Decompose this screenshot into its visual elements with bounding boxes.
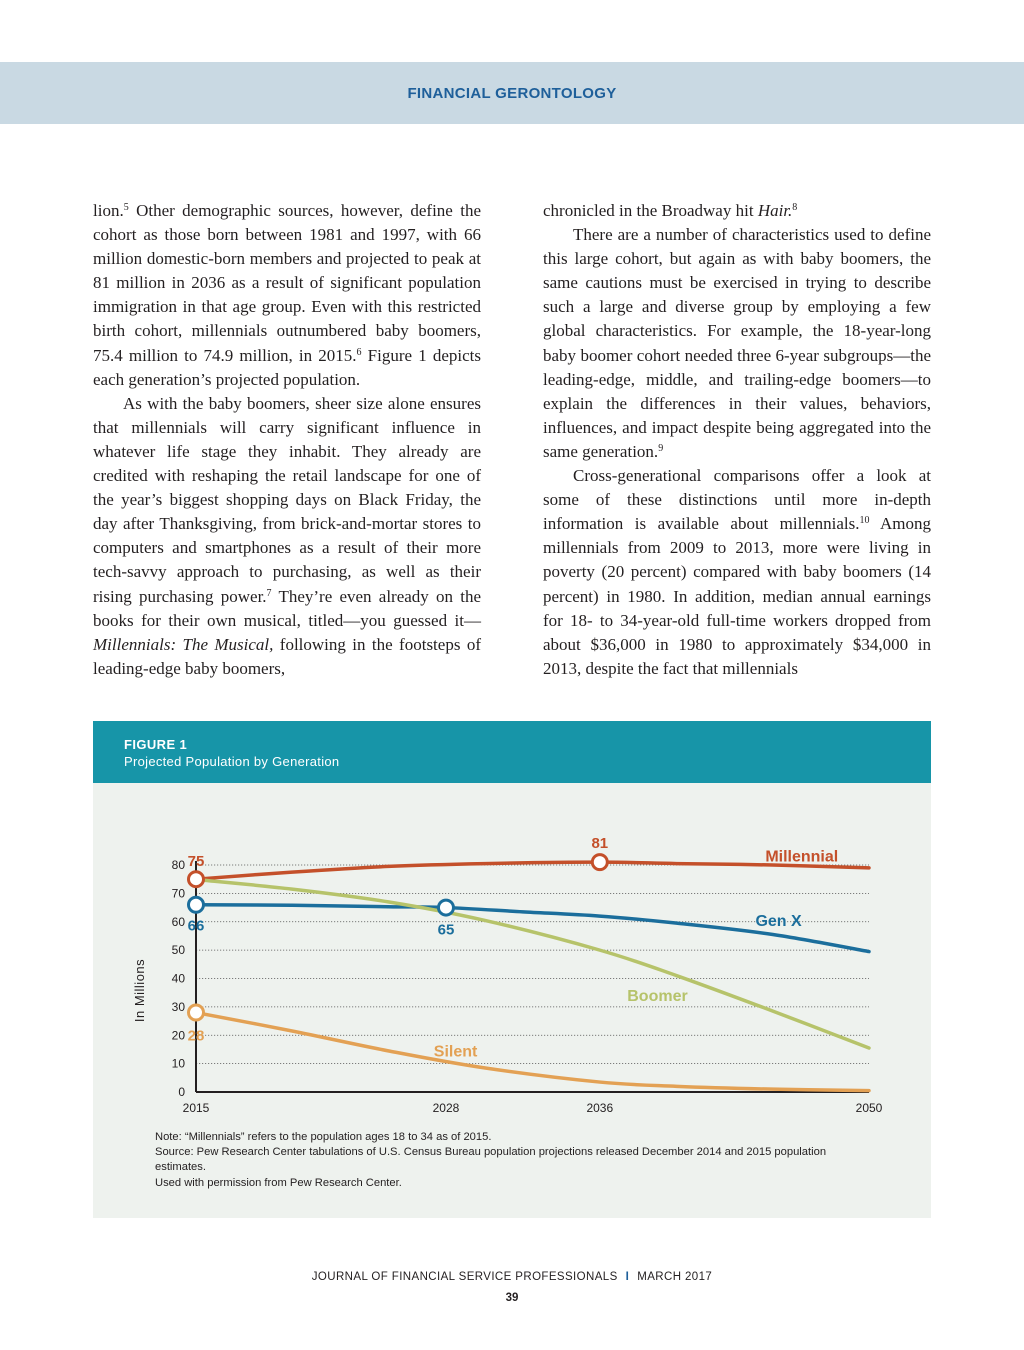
footnote-ref: 5 [123, 202, 129, 213]
issue-date: MARCH 2017 [637, 1271, 713, 1283]
y-tick-label: 70 [171, 886, 185, 901]
data-label: 75 [187, 853, 205, 871]
right-column [543, 199, 931, 681]
y-tick-label: 60 [171, 914, 185, 929]
series-label: Gen X [755, 913, 802, 931]
x-tick-label: 2050 [855, 1101, 883, 1115]
footnote-ref: 10 [859, 515, 870, 527]
y-tick-label: 30 [171, 999, 185, 1014]
right-paragraph-3: Cross-generational comparisons offer a look at some of these distinctions until more in-depth information is available about millennials.$^{10}$ Among millennials from 2009 to 2013, more were living in poverty (20 percent) compared with baby boomers (14 percent) in 1980. In addition, median annual earnings for 18- to 34-year-old full-time workers dropped from about $36,000 in 1980 to approximately $34,000 in 2013, despite the fact that millennials [543, 466, 931, 678]
footer [0, 1271, 1024, 1283]
y-tick-label: 10 [171, 1056, 185, 1071]
figure-1 [93, 721, 931, 1218]
data-label: 66 [187, 917, 205, 935]
data-point-marker [189, 1005, 204, 1020]
footnote-ref: 6 [356, 346, 362, 358]
footnote-ref: 8 [792, 202, 798, 213]
x-tick-label: 2036 [586, 1101, 614, 1115]
series-label: Boomer [627, 988, 688, 1006]
left-column [93, 199, 481, 681]
y-tick-label: 40 [171, 971, 185, 986]
hair-title: Hair. [757, 201, 793, 220]
footnote-ref: 9 [658, 442, 664, 454]
data-label: 28 [187, 1027, 205, 1045]
y-axis-title: In Millions [132, 958, 147, 1023]
data-point-marker [592, 855, 607, 870]
running-head: FINANCIAL GERONTOLOGY [407, 85, 617, 102]
page-number: 39 [505, 1292, 519, 1304]
figure-caption: Projected Population by Generation [124, 754, 340, 769]
figure-source: Source: Pew Research Center tabulations of U.S. Census Bureau population projections released December 2014 and 2015 population estimates. [155, 1146, 827, 1174]
data-label: 65 [437, 921, 455, 939]
series-label: Silent [433, 1043, 478, 1061]
series-line-silent [196, 1013, 869, 1091]
left-paragraph-1: lion.$^5$ Other demographic sources, however, define the cohort as those born between 1981 and 1997, with 66 million domestic-born members and projected to peak at 81 million in 2036 as a result of significant population immigration in that age group. Even with this restricted birth cohort, millennials outnumbered baby boomers, 75.4 million to 74.9 million, in 2015.$^6$ Figure 1 depicts each generation’s projected population. [93, 201, 481, 389]
figure-permission: Used with permission from Pew Research Center. [155, 1176, 402, 1189]
figure-label: FIGURE 1 [124, 737, 188, 752]
footer-separator: I [625, 1271, 630, 1283]
figure-notes [155, 1130, 875, 1191]
x-tick-label: 2015 [182, 1101, 210, 1115]
journal-name: JOURNAL OF FINANCIAL SERVICE PROFESSIONALS [311, 1271, 618, 1283]
figure-note: Note: “Millennials” refers to the population ages 18 to 34 as of 2015. [155, 1131, 492, 1143]
footnote-ref: 7 [266, 587, 272, 599]
data-point-marker [189, 872, 204, 887]
right-paragraph-1: chronicled in the Broadway hit Hair.$^8$ [543, 201, 798, 220]
y-tick-label: 80 [171, 858, 185, 872]
data-point-marker [189, 897, 204, 912]
left-paragraph-2: As with the baby boomers, sheer size alone ensures that millennials will carry significant influence in whatever life stage they inhabit. They already are credited with reshaping the retail landscape for one of the year’s biggest shopping days on Black Friday, the day after Thanksgiving, from brick-and-mortar stores to computers and smartphones as a result of their more tech-savvy approach to purchasing, as well as their rising purchasing power.$^7$ They’re even already on the books for their own musical, titled—you guessed it—Millennials: The Musical, following in the footsteps of leading-edge baby boomers, [93, 393, 481, 678]
data-label: 81 [591, 835, 609, 853]
musical-title: Millennials: The Musical, [93, 634, 274, 654]
y-tick-label: 20 [171, 1028, 185, 1043]
series-label: Millennial [765, 848, 839, 866]
y-tick-label: 50 [171, 943, 185, 958]
right-paragraph-2: There are a number of characteristics used to define this large cohort, but again as with baby boomers, the same cautions must be exercised in trying to describe such a large and diverse group by employing a few global characteristics. For example, the 18-year-long baby boomer cohort needed three 6-year subgroups—the leading-edge, middle, and trailing-edge boomers—to explain the differences in their values, behaviors, influences, and impact despite being aggregated into the same generation.$^9$ [543, 225, 931, 461]
line-chart [93, 721, 931, 1121]
y-tick-label: 0 [178, 1085, 185, 1099]
data-point-marker [438, 900, 453, 915]
x-tick-label: 2028 [432, 1101, 460, 1115]
